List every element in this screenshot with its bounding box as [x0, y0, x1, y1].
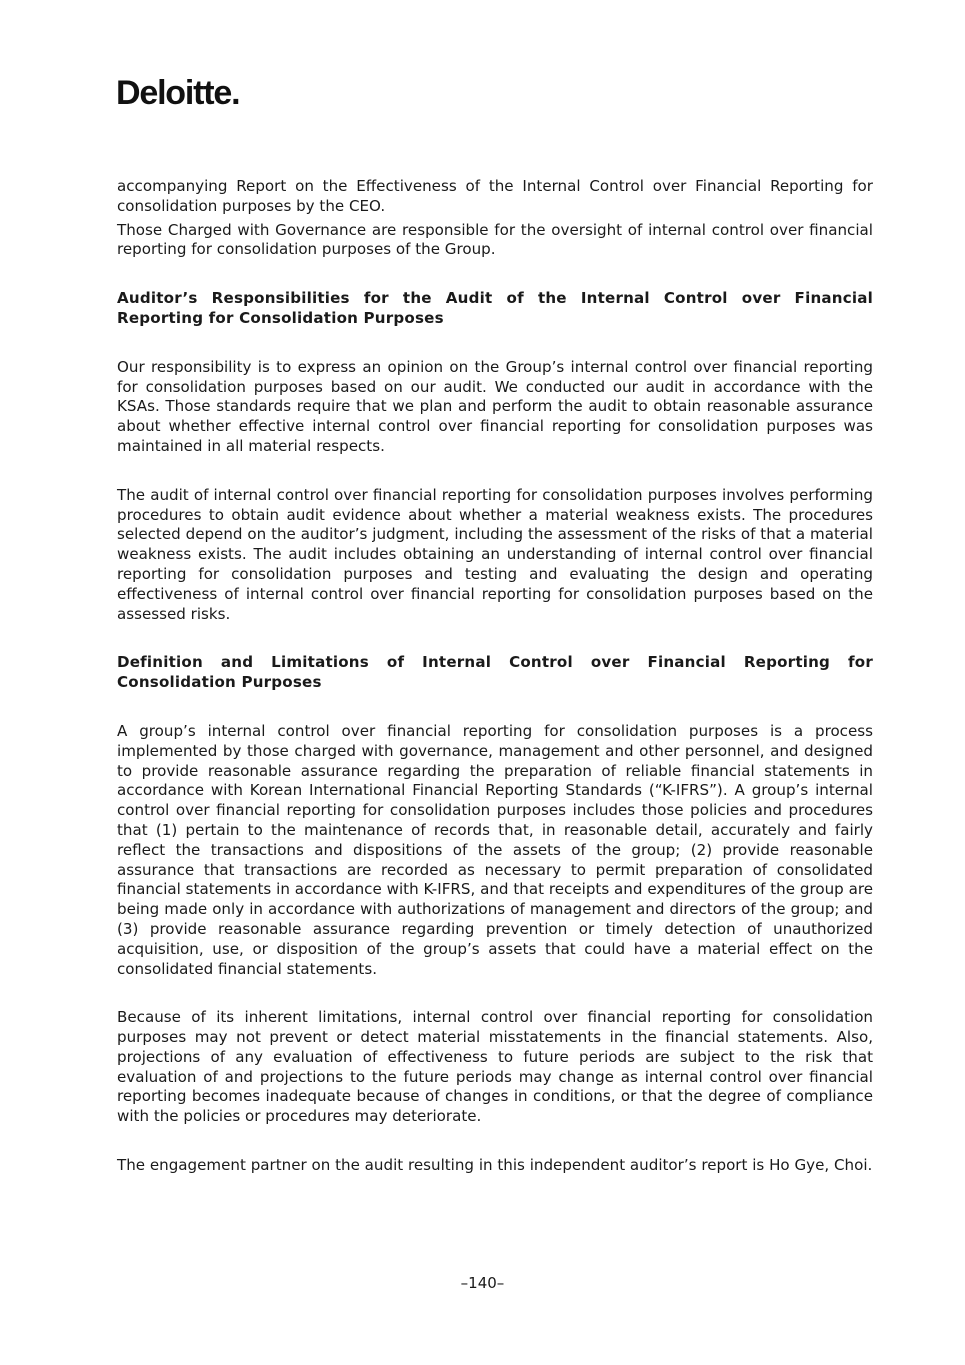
governance-paragraph: Those Charged with Governance are responsible for the oversight of internal control over financial reporting for consolidation purposes of the Group.	[117, 220, 873, 259]
page-number: –140–	[460, 1274, 505, 1292]
auditor-responsibility-paragraph: Our responsibility is to express an opinion on the Group’s internal control over financial reporting for consolidation purposes based on our audit. We conducted our audit in accordance with the KSAs. Those standards require that we plan and perform the audit to obtain reasonable assurance about whether effective internal control over financial reporting for consolidation purposes was maintained in all material respects.	[117, 357, 873, 455]
engagement-partner-paragraph: The engagement partner on the audit resulting in this independent auditor’s report is Ho Gye, Choi.	[117, 1156, 873, 1175]
audit-procedures-paragraph: The audit of internal control over financial reporting for consolidation purposes involves performing procedures to obtain audit evidence about whether a material weakness exists. The procedures selected depend on the auditor’s judgment, including the assessment of the risks of that a material weakness exists. The audit includes obtaining an understanding of internal control over financial reporting for consolidation purposes and testing and evaluating the design and operating effectiveness of internal control over financial reporting for consolidation purposes based on the assessed risks.	[117, 485, 873, 623]
intro-continuation-paragraph: accompanying Report on the Effectiveness of the Internal Control over Financial Reporting for consolidation purposes by the CEO.	[117, 177, 873, 215]
auditor-responsibilities-heading: Auditor’s Responsibilities for the Audit of the Internal Control over Financial Reporting for Consolidation Purposes	[117, 289, 873, 327]
inherent-limitations-paragraph: Because of its inherent limitations, internal control over financial reporting for consolidation purposes may not prevent or detect material misstatements in the financial statements. Also, projections of any evaluation of effectiveness to future periods are subject to the risk that evaluation of and projections to the future periods may change as internal control over financial reporting becomes inadequate because of changes in conditions, or that the degree of compliance with the policies or procedures may deteriorate.	[117, 1008, 873, 1126]
deloitte-logo: Deloitte.	[116, 74, 240, 112]
definition-limitations-heading: Definition and Limitations of Internal Control over Financial Reporting for Consolidation Purposes	[117, 653, 873, 692]
report-body	[117, 177, 873, 1176]
internal-control-definition-paragraph: A group’s internal control over financial reporting for consolidation purposes is a process implemented by those charged with governance, management and other personnel, and designed to provide reasonable assurance regarding the preparation of reliable financial statements in accordance with Korean International Financial Reporting Standards (“K-IFRS”). A group’s internal control over financial reporting for consolidation purposes includes those policies and procedures that (1) pertain to the maintenance of records that, in reasonable detail, accurately and fairly reflect the transactions and dispositions of the assets of the group; (2) provide reasonable assurance that transactions are recorded as necessary to permit preparation of consolidated financial statements in accordance with K-IFRS, and that receipts and expenditures of the group are being made only in accordance with authorizations of management and directors of the group; and (3) provide reasonable assurance regarding prevention or timely detection of unauthorized acquisition, use, or disposition of the group’s assets that could have a material effect on the consolidated financial statements.	[117, 721, 873, 978]
